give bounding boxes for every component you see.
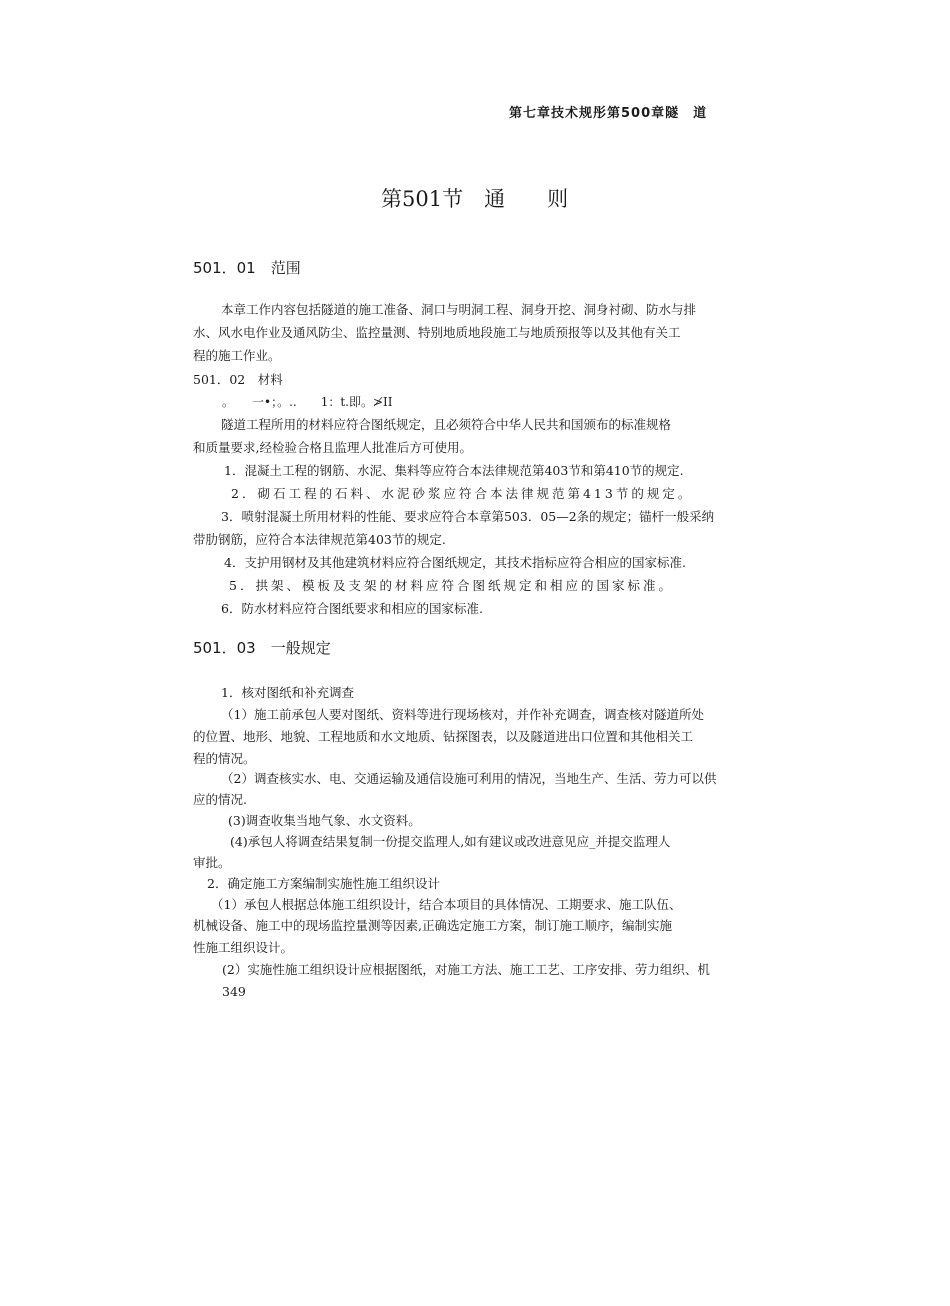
heading-501-03: 501．03 一般规定	[193, 639, 331, 657]
s03-a1-line-3: 程的情况。	[193, 751, 256, 766]
running-header: 第七章技术规彤第500章隧 道	[509, 106, 708, 121]
s01-line-3: 程的施工作业。	[193, 348, 281, 363]
heading-501-01: 501．01 范围	[193, 259, 301, 277]
s03-sub-1: 1．核对图纸和补充调查	[221, 685, 354, 700]
s03-b1-line-1: （1）承包人根据总体施工组织设计，结合本项目的具体情况、工期要求、施工队伍、	[211, 897, 682, 912]
s03-b2: (2）实施性施工组织设计应根据图纸，对施工方法、施工工艺、工序安排、劳力组织、机	[222, 962, 710, 977]
s03-a2-line-1: （2）调查核实水、电、交通运输及通信设施可利用的情况，当地生产、生活、劳力可以供	[221, 771, 717, 786]
section-title: 第501节 通 则	[381, 187, 569, 211]
s02-item-5: 5．拱架、模板及支架的材料应符合图纸规定和相应的国家标准。	[229, 578, 674, 593]
s03-b1-line-3: 性施工组织设计。	[193, 940, 294, 955]
page-number: 349	[222, 984, 246, 999]
s02-item-3-line-1: 3．喷射混凝土所用材料的性能、要求应符合本章第503．05—2条的规定；锚杆一般采纳	[221, 509, 715, 524]
s02-item-1: 1．混凝土工程的钢筋、水泥、集料等应符合本法律规范第403节和第410节的规定.	[224, 463, 684, 478]
s01-line-2: 水、风水电作业及通风防尘、监控量测、特别地质地段施工与地质预报等以及其他有关工	[193, 325, 681, 340]
s02-item-2: 2．砌石工程的石料、水泥砂浆应符合本法律规范第413节的规定。	[231, 486, 694, 501]
s03-a1-line-1: （1）施工前承包人要对图纸、资料等进行现场核对，并作补充调查，调查核对隧道所处	[221, 707, 704, 722]
heading-501-02: 501．02 材料	[193, 372, 283, 387]
scan-noise-line: 。 一•；。.. 1：t.即。≯II	[222, 395, 393, 409]
s02-line-1: 隧道工程所用的材料应符合图纸规定，且必须符合中华人民共和国颁布的标准规格	[221, 417, 672, 432]
s02-line-2: 和质量要求,经检验合格且监理人批准后方可使用。	[193, 440, 472, 455]
s03-a1-line-2: 的位置、地形、地貌、工程地质和水文地质、钻探图表，以及隧道进出口位置和其他相关工	[193, 729, 694, 744]
s03-b1-line-2: 机械设备、施工中的现场监控量测等因素,正确选定施工方案，制订施工顺序，编制实施	[193, 918, 672, 933]
s02-item-4: 4．支护用钢材及其他建筑材料应符合图纸规定，其技术指标应符合相应的国家标准.	[224, 555, 686, 570]
s03-a2-line-2: 应的情况.	[193, 792, 247, 807]
s03-a3: (3)调查收集当地气象、水文资料。	[228, 813, 421, 828]
s03-sub-2: 2．确定施工方案编制实施性施工组织设计	[207, 876, 440, 891]
s02-item-3-line-2: 带肋钢筋，应符合本法律规范第403节的规定.	[193, 532, 446, 547]
s01-line-1: 本章工作内容包括隧道的施工准备、洞口与明洞工程、洞身开挖、洞身衬砌、防水与排	[221, 302, 697, 317]
s02-item-6: 6．防水材料应符合图纸要求和相应的国家标准.	[221, 601, 483, 616]
s03-a4-line-2: 审批。	[193, 855, 231, 870]
s03-a4-line-1: (4)承包人将调查结果复制一份提交监理人,如有建议或改进意见应_并提交监理人	[230, 834, 671, 849]
